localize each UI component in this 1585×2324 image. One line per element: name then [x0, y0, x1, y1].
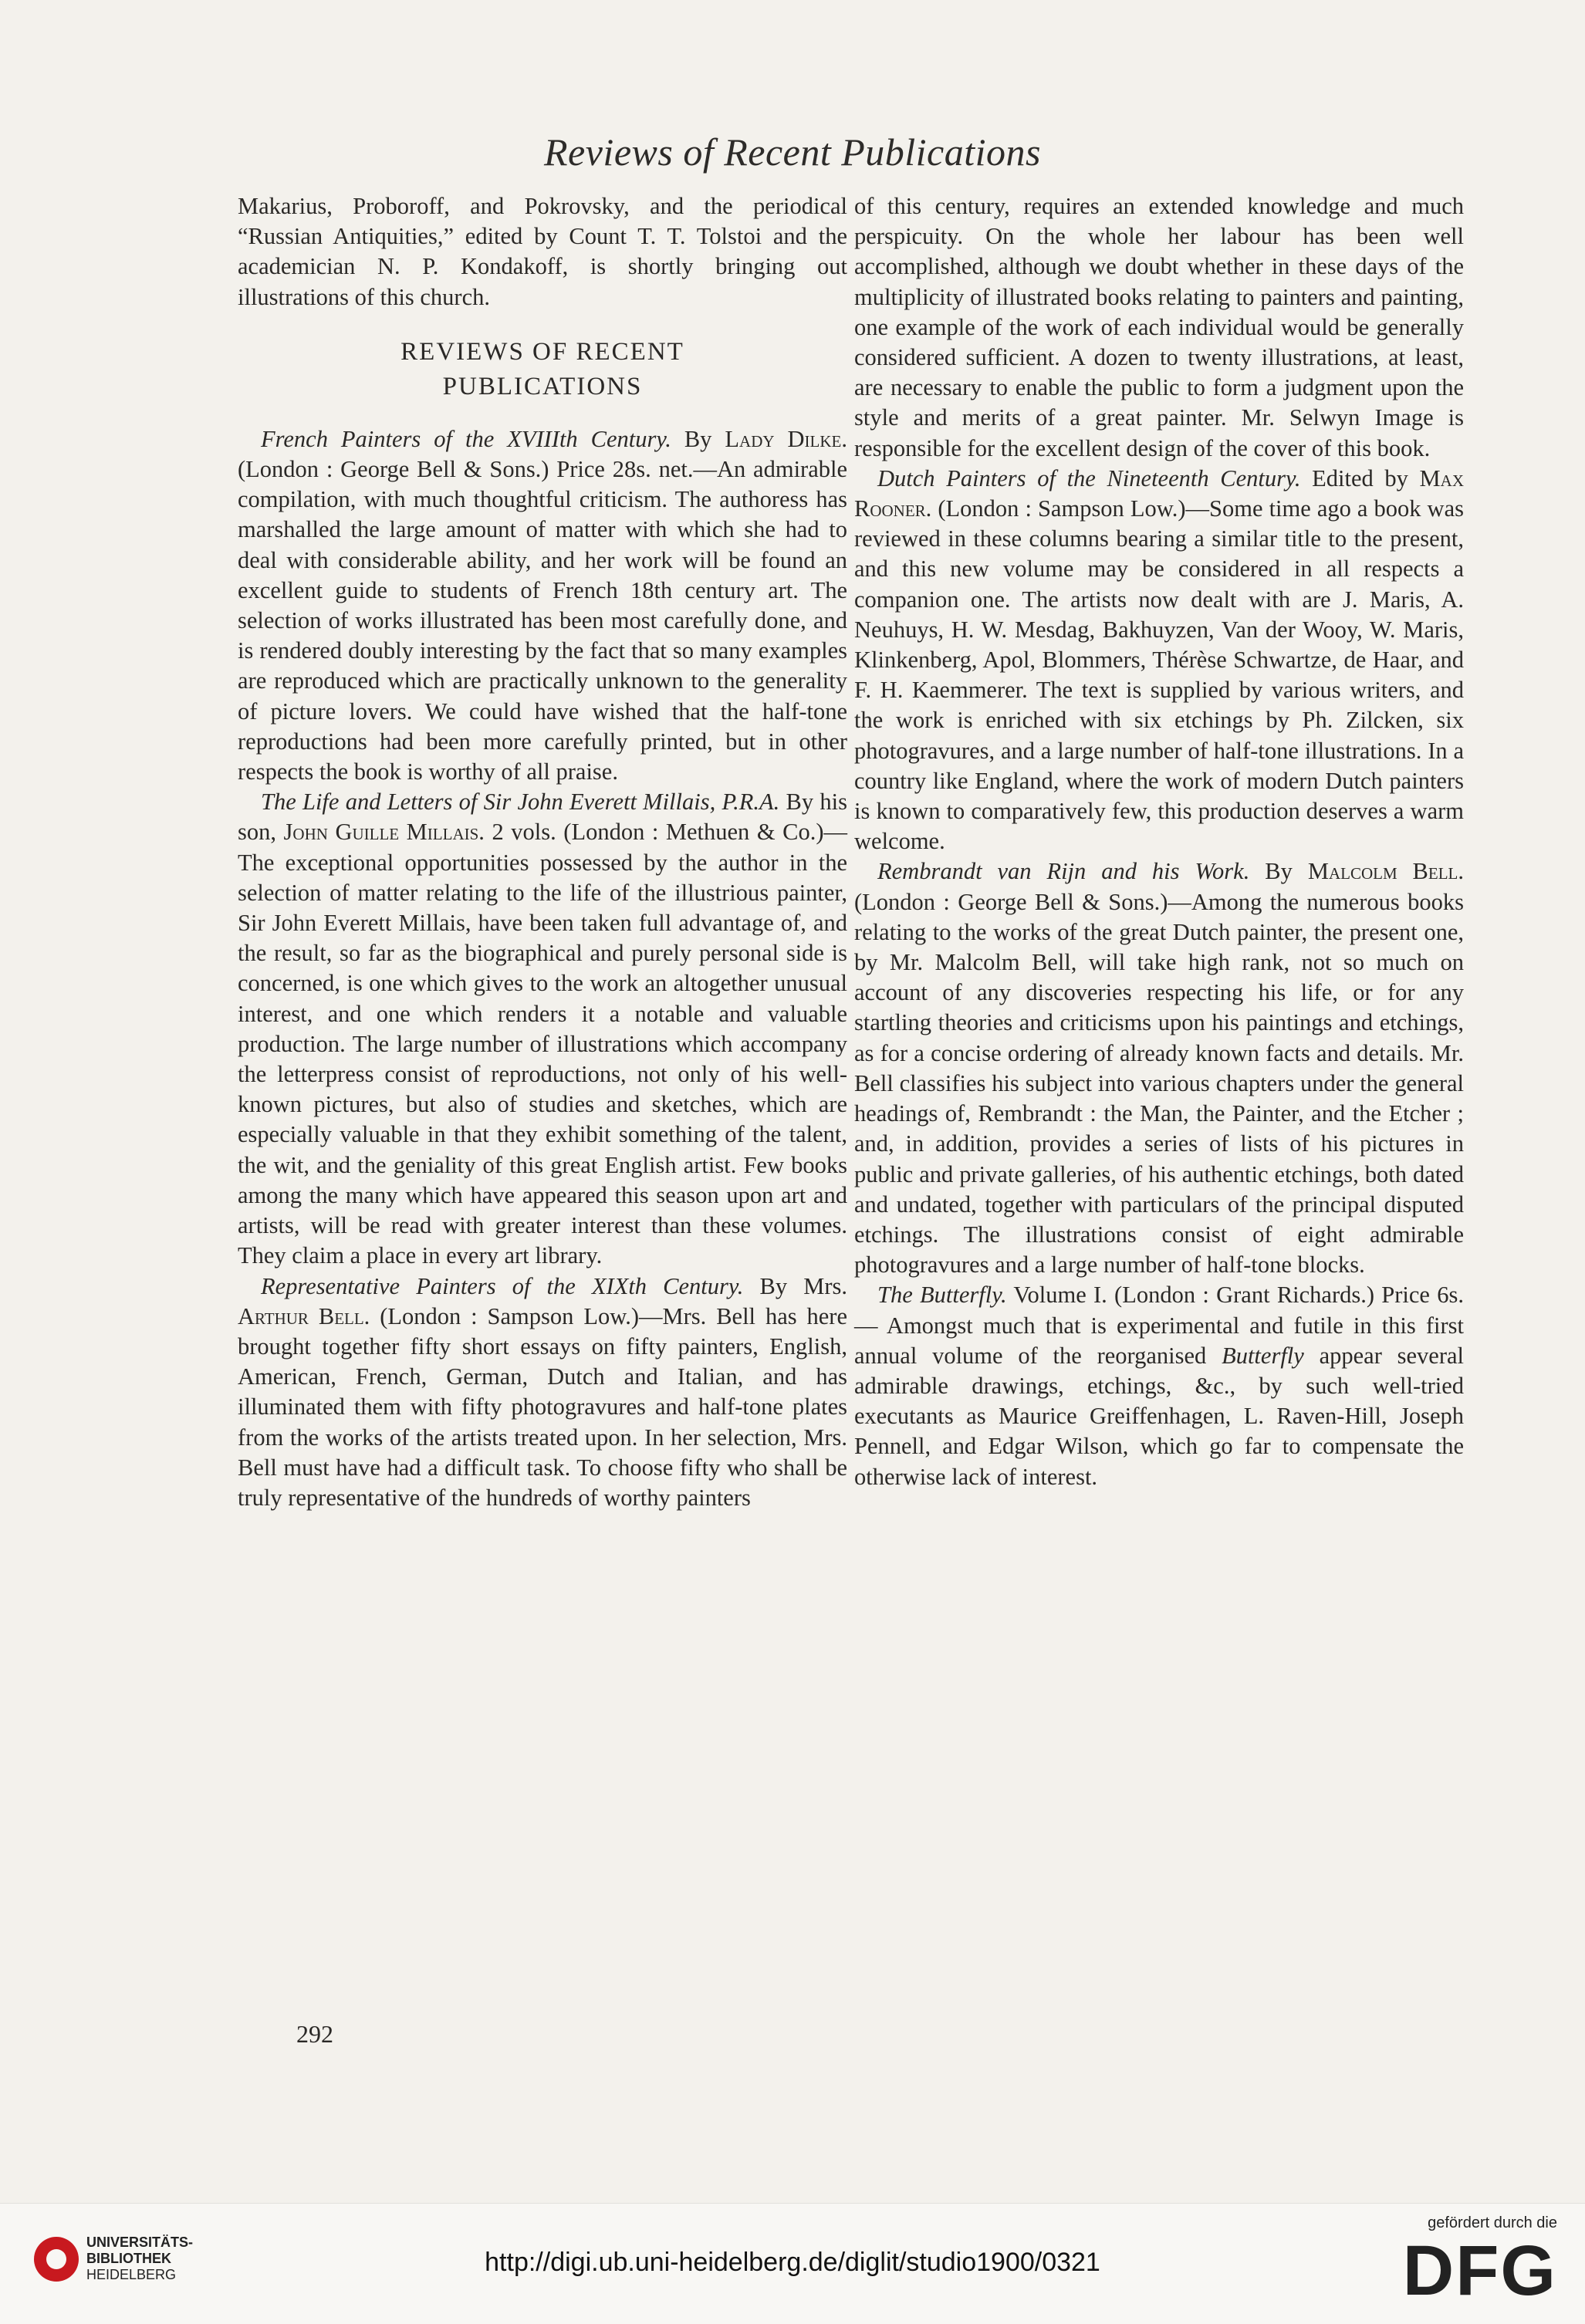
digitization-footer	[0, 2203, 1585, 2324]
review-text: (London : George Bell & Sons.)—Among the numerous books relating to the works of the great Dutch painter, the present one, by Mr. Malcolm Bell, will take high rank, not so much on account of any discoveries respecting his life, or for any startling theories and criticisms upon his paintings and etchings, as for a concise ordering of already known facts and details. Mr. Bell classifies his subject into various chapters under the general headings of, Rembrandt : the Man, the Painter, and the Etcher ; and, in addition, provides a series of lists of his pictures in public and private galleries, of his authentic etchings, both dated and undated, together with particulars of the principal disputed etchings. The illustrations consist of eight admirable photogravures and a large number of half-tone blocks.	[854, 888, 1464, 1279]
library-name: UNIVERSITÄTS- BIBLIOTHEK HEIDELBERG	[86, 2234, 194, 2282]
review-title: Representative Painters of the XIXth Century.	[261, 1272, 744, 1299]
review-text: (London : George Bell & Sons.) Price 28s. net.—An admirable compilation, with much thoughtful criticism. The authoress has marshalled the large amount of matter with which she had to deal with considerable ability, and her work will be found an excellent guide to students of French 18th century art. The selection of works illustrated has been most carefully done, and is rendered doubly interesting by the fact that so many examples are reproduced which are practically unknown to the generality of picture lovers. We could have wished that the half-tone reproductions had been more carefully printed, but in other respects the book is worthy of all praise.	[238, 456, 847, 785]
left-column	[238, 191, 847, 1513]
review-text: (London : Sampson Low.)—Some time ago a book was reviewed in these columns bearing a similar title to the present, and this new volume may be considered in all respects a companion one. The artists now dealt with are J. Maris, A. Neuhuys, H. W. Mesdag, Bakhuyzen, Van der Wooy, W. Maris, Klinkenberg, Apol, Blommers, Thérèse Schwartze, de Haar, and F. H. Kaemmerer. The text is supplied by various writers, and the work is enriched with six etchings by Ph. Zilcken, six photogravures, and a large number of half-tone illustrations. In a country like England, where the work of modern Dutch painters is known to comparatively few, this production deserves a warm welcome.	[854, 495, 1464, 855]
review-text: 2 vols. (London : Methuen & Co.)—The exceptional opportunities possessed by the author in the selection of matter relating to the life of the illustrious painter, Sir John Everett Millais, have been taken full advantage of, and the result, so far as the biographical and purely personal side is concerned, is one which gives to the work an altogether unusual interest, and one which renders it a notable and valuable production. The large number of illustrations which accompany the letterpress consist of reproductions, not only of his well-known pictures, but also of studies and sketches, which are especially valuable in that they exhibit something of the talent, the wit, and the geniality of this great English artist. Few books among the many which have appeared this season upon art and artists, will be read with greater interest than these volumes. They claim a place in every art library.	[238, 819, 848, 1269]
review-butterfly: The Butterfly. Volume I. (London : Grant Richards.) Price 6s. — Amongst much that is experimental and futile in this first annual volume of the reorganised Butterfly appear several admirable drawings, etchings, &c., by such well-tried executants as Maurice Greiffenhagen, L. Raven-Hill, Joseph Pennell, and Edgar Wilson, which go far to compensate the otherwise lack of interest.	[854, 1282, 1465, 1490]
running-header: Reviews of Recent Publications	[544, 130, 1041, 174]
page-number: 292	[296, 2020, 333, 2048]
funded-by-label: gefördert durch die	[1428, 2214, 1557, 2231]
review-representative-painters: Representative Painters of the XIXth Century. By Mrs. Arthur Bell. (London : Sampson Low.)—Mrs. Bell has here brought together fifty short essays on fifty painters, English, American, French, German, Dutch and Italian, and has illuminated them with fifty photogravures and half-tone plates from the works of the artists treated upon. In her selection, Mrs. Bell must have had a difficult task. To choose fifty who shall be truly representative of the hundreds of worthy painters	[238, 1272, 847, 1511]
continued-paragraph: of this century, requires an extended knowledge and much perspicuity. On the whole her labour has been well accomplished, although we doubt whether in these days of the multiplicity of illustrated books relating to painters and painting, one example of the work of each individual would be generally considered sufficient. A dozen to twenty illustrations, at least, are necessary to enable the public to form a judgment upon the style and merits of a great painter. Mr. Selwyn Image is responsible for the excellent design of the cover of this book.	[854, 193, 1464, 461]
review-title: French Painters of the XVIIIth Century.	[261, 425, 671, 452]
continued-paragraph: Makarius, Proboroff, and Pokrovsky, and the periodical “Russian Antiquities,” edited by Count T. T. Tolstoi and the academician N. P. Kondakoff, is shortly bringing out illustrations of this church.	[238, 193, 847, 310]
review-dutch-painters: Dutch Painters of the Nineteenth Century. Edited by Max Rooner. (London : Sampson Low.)—Some time ago a book was reviewed in these columns bearing a similar title to the present, and this new volume may be considered in all respects a companion one. The artists now dealt with are J. Maris, A. Neuhuys, H. W. Mesdag, Bakhuyzen, Van der Wooy, W. Maris, Klinkenberg, Apol, Blommers, Thérèse Schwartze, de Haar, and F. H. Kaemmerer. The text is supplied by various writers, and the work is enriched with six etchings by Ph. Zilcken, six photogravures, and a large number of half-tone illustrations. In a country like England, where the work of modern Dutch painters is known to comparatively few, this production deserves a warm welcome.	[854, 464, 1464, 855]
review-title: The Butterfly.	[877, 1282, 1007, 1309]
dfg-mark: DFG	[1402, 2231, 1557, 2310]
review-rembrandt: Rembrandt van Rijn and his Work. By Malcolm Bell. (London : George Bell & Sons.)—Among the numerous books relating to the works of the great Dutch painter, the present one, by Mr. Malcolm Bell, will take high rank, not so much on account of any discoveries respecting his life, or for any startling theories and criticisms upon his paintings and etchings, as for a concise ordering of already known facts and details. Mr. Bell classifies his subject into various chapters under the general headings of, Rembrandt : the Man, the Painter, and the Etcher ; and, in addition, provides a series of lists of his pictures in public and private galleries, of his authentic etchings, both dated and undated, together with particulars of the principal disputed etchings. The illustrations consist of eight admirable photogravures and a large number of half-tone blocks.	[854, 858, 1465, 1279]
review-title: Dutch Painters of the Nineteenth Century.	[877, 464, 1301, 491]
section-heading-line1: REVIEWS OF RECENT	[400, 337, 684, 366]
review-author: John Guille Millais.	[283, 819, 485, 846]
review-text: appear several admirable drawings, etchings, &c., by such well-tried executants as Maurice Greiffenhagen, L. Raven-Hill, Joseph Pennell, and Edgar Wilson, which go far to compensate the otherwise lack of interest.	[854, 1342, 1465, 1490]
review-author: Lady Dilke.	[725, 425, 847, 452]
right-column	[854, 191, 1464, 1492]
review-french-painters: French Painters of the XVIIIth Century. By Lady Dilke. (London : George Bell & Sons.) Price 28s. net.—An admirable compilation, with much thoughtful criticism. The authoress has marshalled the large amount of matter with which she had to deal with considerable ability, and her work will be found an excellent guide to students of French 18th century art. The selection of works illustrated has been most carefully done, and is rendered doubly interesting by the fact that so many examples are reproduced which are practically unknown to the generality of picture lovers. We could have wished that the half-tone reproductions had been more carefully printed, but in other respects the book is worthy of all praise.	[238, 425, 847, 785]
review-author: Max Rooner.	[854, 464, 1464, 522]
permalink-url[interactable]: http://digi.ub.uni-heidelberg.de/diglit/studio1900/0321	[485, 2248, 1100, 2277]
review-text: (London : Sampson Low.)—Mrs. Bell has here brought together fifty short essays on fifty painters, English, American, French, German, Dutch and Italian, and has illuminated them with fifty photogravures and half-tone plates from the works of the artists treated upon. In her selection, Mrs. Bell must have had a difficult task. To choose fifty who shall be truly representative of the hundreds of worthy painters	[238, 1302, 847, 1511]
review-title: Rembrandt van Rijn and his Work.	[877, 858, 1250, 885]
dfg-logo	[1402, 2214, 1557, 2310]
review-author: Arthur Bell.	[238, 1302, 370, 1329]
review-author: Malcolm Bell.	[1307, 858, 1465, 885]
section-heading-line2: PUBLICATIONS	[442, 372, 643, 400]
review-title: The Life and Letters of Sir John Everett Millais, P.R.A.	[261, 789, 780, 816]
review-millais: The Life and Letters of Sir John Everett Millais, P.R.A. By his son, John Guille Millais. 2 vols. (London : Methuen & Co.)—The exceptional opportunities possessed by the author in the selection of matter relating to the life of the illustrious painter, Sir John Everett Millais, have been taken full advantage of, and the result, so far as the biographical and purely personal side is concerned, is one which gives to the work an altogether unusual interest, and one which renders it a notable and valuable production. The large number of illustrations which accompany the letterpress consist of reproductions, not only of his well-known pictures, but also of studies and sketches, which are especially valuable in that they exhibit something of the talent, the wit, and the geniality of this great English artist. Few books among the many which have appeared this season upon art and artists, will be read with greater interest than these volumes. They claim a place in every art library.	[238, 789, 848, 1269]
section-heading	[238, 335, 847, 404]
